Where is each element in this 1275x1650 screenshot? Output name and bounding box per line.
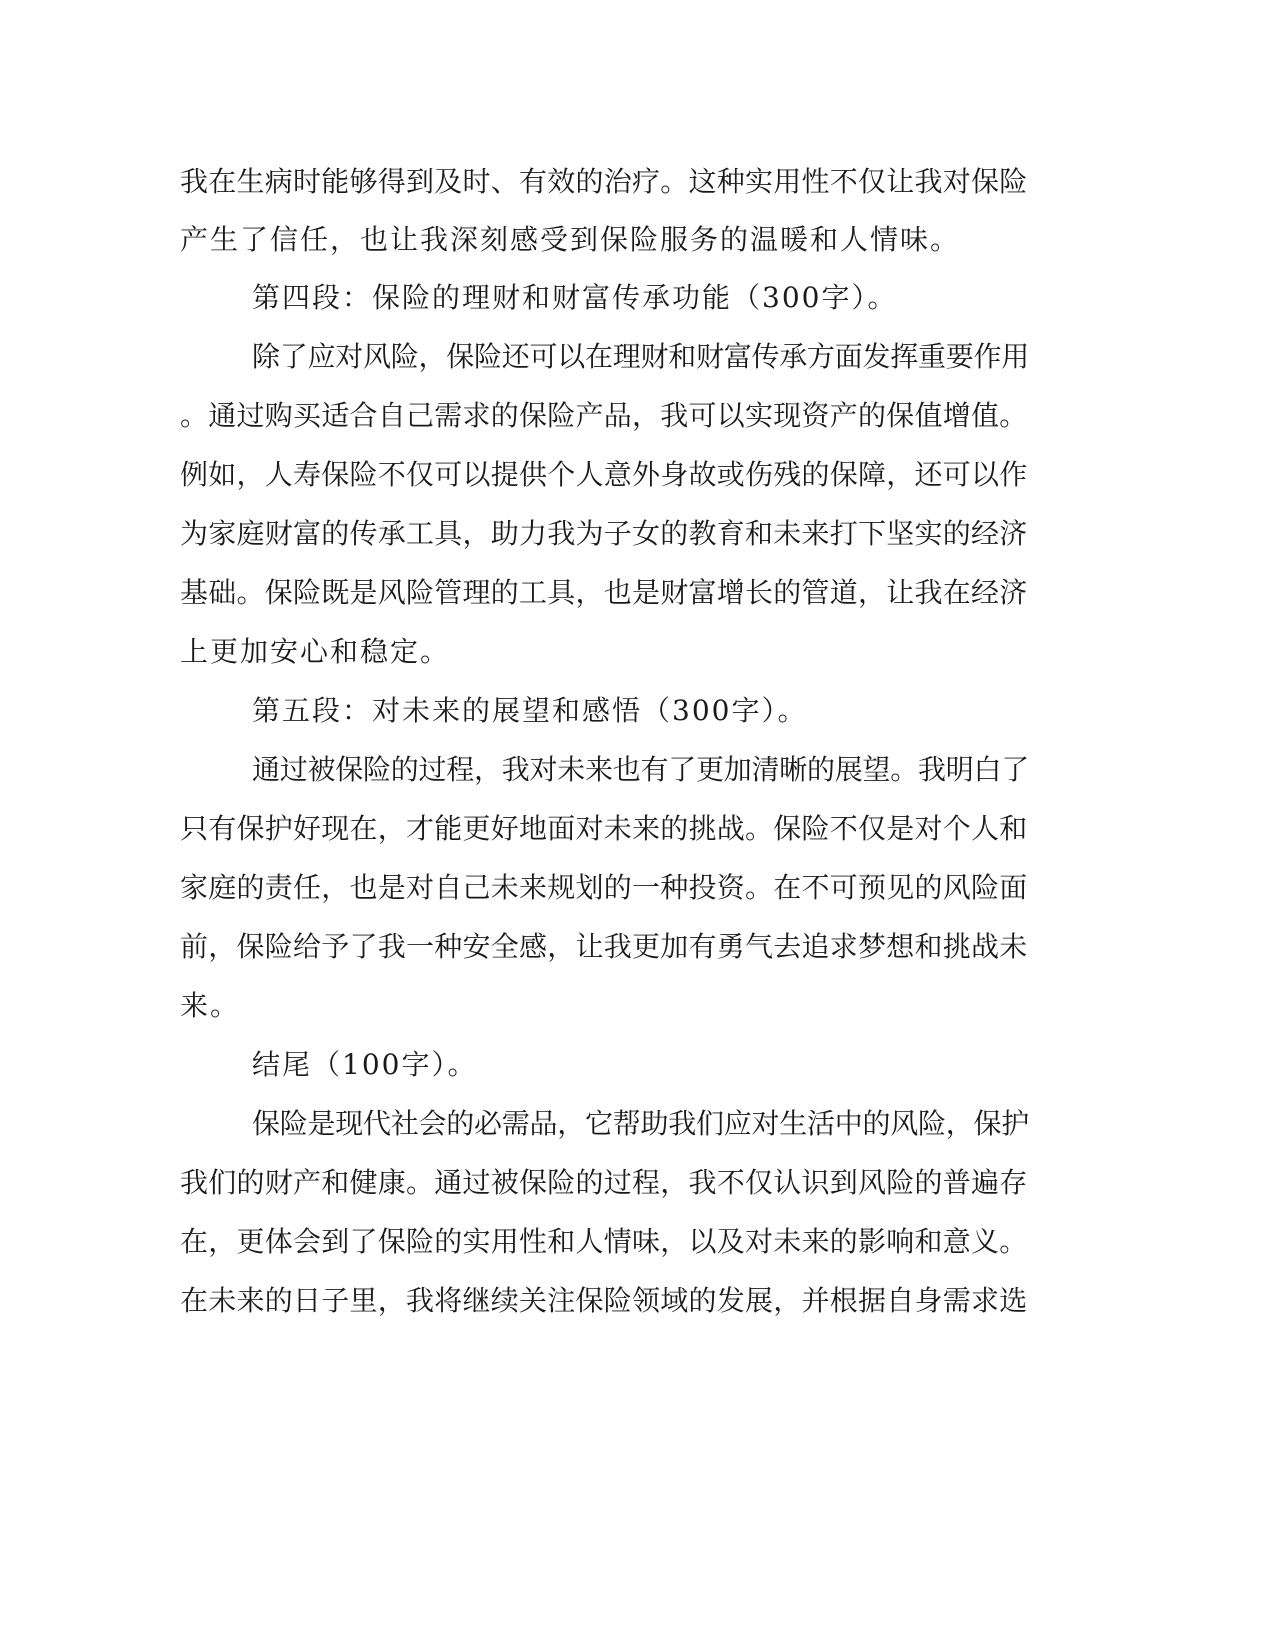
section-heading: 结尾（100字）。 [252, 1048, 478, 1081]
section-heading: 第四段：保险的理财和财富传承功能（300字）。 [252, 281, 898, 314]
text-line: 家庭的责任，也是对自己未来规划的一种投资。在不可预见的风险面 [180, 871, 1028, 904]
text-line: 除了应对风险，保险还可以在理财和财富传承方面发挥重要作用 [252, 340, 1030, 373]
text-line: 例如，人寿保险不仅可以提供个人意外身故或伤残的保障，还可以作 [180, 458, 1028, 491]
text-line: 。通过购买适合自己需求的保险产品，我可以实现资产的保值增值。 [180, 399, 1028, 432]
text-line: 上更加安心和稳定。 [180, 635, 451, 668]
text-line: 只有保护好现在，才能更好地面对未来的挑战。保险不仅是对个人和 [180, 812, 1028, 845]
text-line: 保险是现代社会的必需品，它帮助我们应对生活中的风险，保护 [252, 1107, 1030, 1140]
text-line: 在未来的日子里，我将继续关注保险领域的发展，并根据自身需求选 [180, 1284, 1028, 1317]
text-line: 我们的财产和健康。通过被保险的过程，我不仅认识到风险的普遍存 [180, 1166, 1028, 1199]
text-line: 前，保险给予了我一种安全感，让我更加有勇气去追求梦想和挑战未 [180, 930, 1028, 963]
text-line: 通过被保险的过程，我对未来也有了更加清晰的展望。我明白了 [252, 753, 1030, 786]
text-line: 在，更体会到了保险的实用性和人情味，以及对未来的影响和意义。 [180, 1225, 1028, 1258]
text-line: 为家庭财富的传承工具，助力我为子女的教育和未来打下坚实的经济 [180, 517, 1028, 550]
text-line: 基础。保险既是风险管理的工具，也是财富增长的管道，让我在经济 [180, 576, 1028, 609]
text-line: 我在生病时能够得到及时、有效的治疗。这种实用性不仅让我对保险 [180, 165, 1028, 198]
text-line: 来。 [180, 989, 241, 1022]
section-heading: 第五段：对未来的展望和感悟（300字）。 [252, 694, 808, 727]
text-line: 产生了信任，也让我深刻感受到保险服务的温暖和人情味。 [180, 223, 961, 256]
